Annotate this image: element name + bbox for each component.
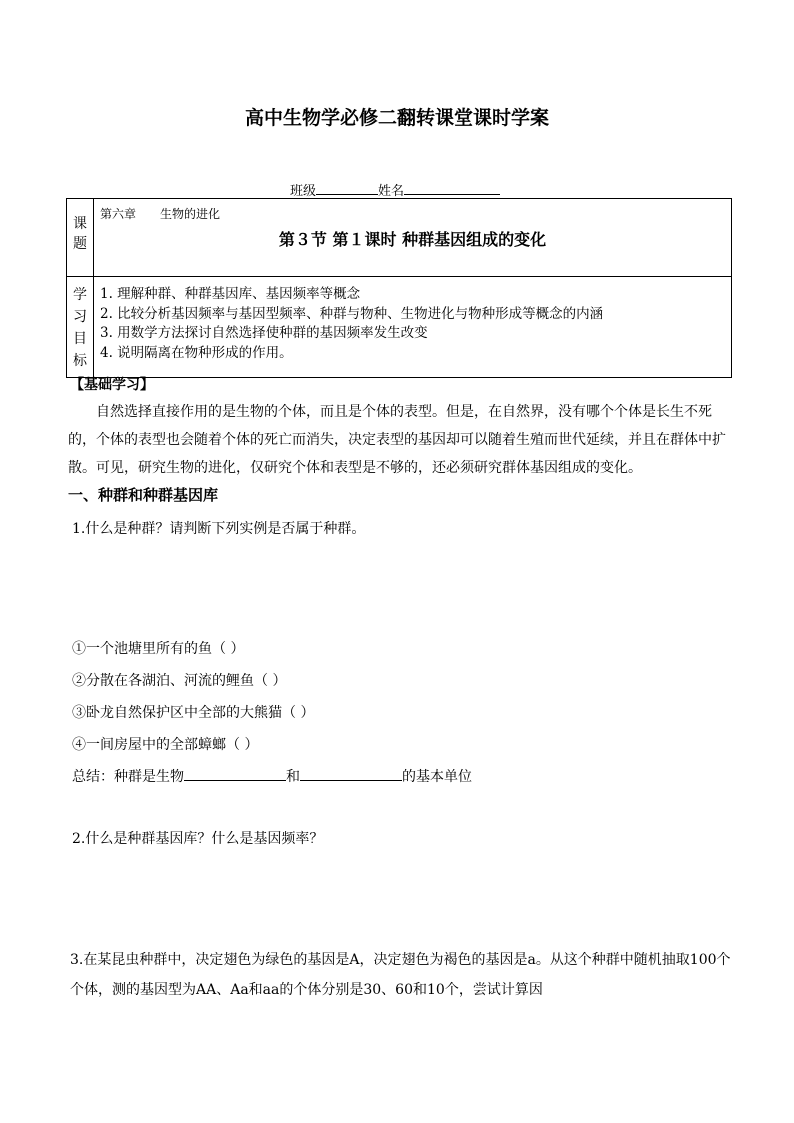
lesson-title: 第３节 第１课时 种群基因组成的变化 xyxy=(278,230,547,249)
heading-population: 一、种群和种群基因库 xyxy=(68,486,219,504)
option-2: ②分散在各湖泊、河流的鲤鱼（ ） xyxy=(72,673,287,689)
summary-middle: 和 xyxy=(286,769,300,785)
topic-content-cell xyxy=(94,199,732,277)
option-1: ①一个池塘里所有的鱼（ ） xyxy=(72,641,245,657)
name-label: 姓名 xyxy=(378,184,405,199)
goal-item: 3. 用数学方法探讨自然选择使种群的基因频率发生改变 xyxy=(100,325,428,341)
goals-label-cell xyxy=(67,277,94,378)
goals-content-cell xyxy=(94,277,732,378)
goal-item: 1. 理解种群、种群基因库、基因频率等概念 xyxy=(100,286,361,302)
question-2: 2.什么是种群基因库？什么是基因频率？ xyxy=(72,831,324,847)
lesson-header-table xyxy=(66,198,732,378)
summary-blank-2[interactable] xyxy=(300,767,402,781)
goals-label: 学习目标 xyxy=(73,287,87,369)
option-4: ④一间房屋中的全部蟑螂（ ） xyxy=(72,737,259,753)
goal-item: 4. 说明隔离在物种形成的作用。 xyxy=(100,344,293,361)
summary-suffix: 的基本单位 xyxy=(402,769,472,785)
summary-line xyxy=(72,766,472,786)
option-3: ③卧龙自然保护区中全部的大熊猫（ ） xyxy=(72,705,315,721)
class-name-line xyxy=(290,180,500,199)
question-1: 1.什么是种群？请判断下列实例是否属于种群。 xyxy=(72,521,366,537)
question-3: 3.在某昆虫种群中，决定翅色为绿色的基因是A，决定翅色为褐色的基因是a。从这个种群中随机抽取100个个体，测的基因型为AA、Aa和aa的个体分别是30、60和10个，尝试计算因 xyxy=(70,952,731,998)
name-blank[interactable] xyxy=(404,181,500,195)
class-label: 班级 xyxy=(290,184,317,199)
intro-paragraph: 自然选择直接作用的是生物的个体，而且是个体的表型。但是，在自然界，没有哪个个体是长生不死的，个体的表型也会随着个体的死亡而消失，决定表型的基因却可以随着生殖而世代延续，并且在群体中扩散。可见，研究生物的进化，仅研究个体和表型是不够的，还必须研究群体基因组成的变化。 xyxy=(68,404,726,476)
chapter-label: 第六章 生物的进化 xyxy=(100,207,221,221)
summary-blank-1[interactable] xyxy=(184,767,286,781)
section-basic-heading: 【基础学习】 xyxy=(70,377,154,393)
topic-label: 课题 xyxy=(73,216,87,252)
summary-prefix: 总结：种群是生物 xyxy=(72,769,184,785)
class-blank[interactable] xyxy=(316,181,378,195)
topic-label-cell xyxy=(67,199,94,277)
page-title: 高中生物学必修二翻转课堂课时学案 xyxy=(244,107,549,129)
goal-item: 2. 比较分析基因频率与基因型频率、种群与物种、生物进化与物种形成等概念的内涵 xyxy=(100,305,604,322)
